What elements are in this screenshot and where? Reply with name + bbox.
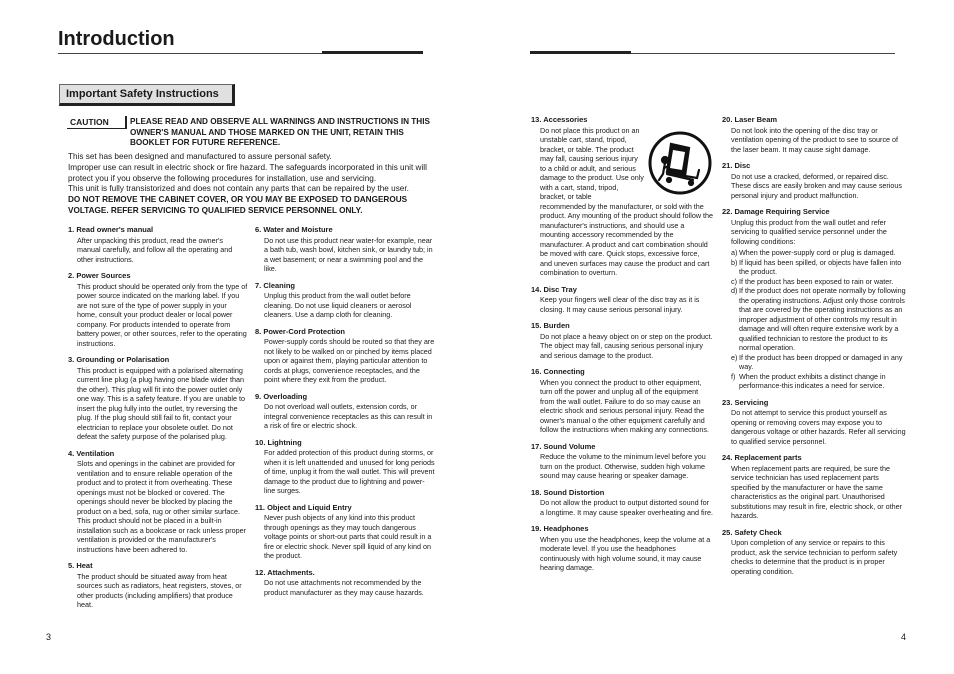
list-marker: a) <box>731 248 738 257</box>
safety-item-13 <box>531 115 713 278</box>
safety-item-11 <box>255 503 435 561</box>
item-text: Keep your fingers well clear of the disc tray as it is closing. It may cause serious personal injury. <box>540 295 700 314</box>
list-marker: f) <box>731 371 736 381</box>
safety-item-18 <box>531 488 713 518</box>
safety-item-21 <box>722 161 908 200</box>
item-heading: 16. Connecting <box>531 367 585 376</box>
page-title: Introduction <box>58 28 175 50</box>
list-marker: e) <box>731 352 738 362</box>
list-item <box>731 353 908 372</box>
item-text: Do not place a heavy object on or step on the product. The object may fall, causing serious personal injury and serious damage to the product. <box>540 331 713 360</box>
list-item <box>731 258 908 277</box>
safety-item-24 <box>722 453 908 521</box>
safety-item-2 <box>68 271 248 348</box>
item-text: When replacement parts are required, be sure the service technician has used replacement parts specified by the manufacturer or have the same characteristics as the original part. Unauthorised substitutions may result in fire, electric shock, or other hazards. <box>731 463 902 520</box>
item-heading: 24. Replacement parts <box>722 453 802 462</box>
item-text: Upon completion of any service or repairs to this product, ask the service technician to perform safety checks to determine that the product is in proper operating condition. <box>731 538 898 576</box>
column-2 <box>255 225 435 604</box>
item-heading: 19. Headphones <box>531 524 589 533</box>
item-heading: 15. Burden <box>531 321 570 330</box>
safety-item-16 <box>531 367 713 435</box>
list-marker: c) <box>731 276 737 286</box>
intro-line: This set has been designed and manufactured to assure personal safety. <box>68 152 332 161</box>
item-text: Power-supply cords should be routed so that they are not likely to be walked on or pinched by items placed upon or against them, playing particular attention to cords at plugs, convenience receptacles, and the point where they exit from the product. <box>264 337 435 384</box>
item-text: This product is equipped with a polarised alternating current line plug (a plug having one blade wider than the other). This plug will fit into the power outlet only one way. This is a safety feature. If you are unable to insert the plug fully into the outlet, try reversing the plug. If the plug should still fail to fit, contact your electrician to replace your obsolete outlet. Do not defeat the safety purpose of the polarised plug. <box>77 365 245 441</box>
item-text: Never push objects of any kind into this product through openings as they may touch dangerous voltage points or short-out parts that could result in a fire or electric shock. Never spill liquid of any kind on the product. <box>264 513 432 560</box>
cart-tip-over-warning-icon <box>647 130 713 196</box>
list-item <box>731 286 908 353</box>
item-text: Do not overload wall outlets, extension cords, or integral convenience receptacles as this can result in a risk of fire or electric shock. <box>264 402 433 430</box>
safety-item-25 <box>722 528 908 577</box>
safety-item-4 <box>68 449 248 555</box>
list-item <box>731 248 908 258</box>
item-heading: 12. Attachments. <box>255 567 315 577</box>
item-heading: 3. Grounding or Polarisation <box>68 355 170 364</box>
item-heading: 17. Sound Volume <box>531 441 596 451</box>
item-heading: 4. Ventilation <box>68 448 115 458</box>
safety-item-23 <box>722 398 908 447</box>
item-heading: 25. Safety Check <box>722 527 782 537</box>
list-text: If liquid has been spilled, or objects have fallen into the product. <box>739 257 902 276</box>
item-text: Unplug this product from the wall outlet and refer servicing to qualified service personnel under the following conditions: <box>731 217 887 246</box>
item-text-continued: recommended by the manufacturer, or sold with the product. Any mounting of the product should follow the manufacturer's instructions, and should use a mounting accessory recommended by the manufacturer. A product and cart combination should be moved with care. Quick stops, excessive force, and uneven surfaces may cause the product and cart combination to overturn. <box>540 201 714 277</box>
page-number-right: 4 <box>901 632 907 642</box>
safety-item-17 <box>531 442 713 481</box>
safety-item-5 <box>68 561 248 610</box>
header-rule-accent-left <box>322 51 423 54</box>
caution-label: CAUTION <box>67 116 127 129</box>
item-text: After unpacking this product, read the owner's manual carefully, and follow all the operating and other instructions. <box>77 235 233 264</box>
item-text: Do not use a cracked, deformed, or repaired disc. These discs are easily broken and may cause serious personal injury and product malfunction. <box>731 171 902 200</box>
item-heading: 22. Damage Requiring Service <box>722 207 830 216</box>
item-text: For added protection of this product during storms, or when it is left unattended and unused for long periods of time, unplug it from the wall outlet. This will prevent damage to the product due to lightning and power-line surges. <box>264 448 435 495</box>
item-text: Slots and openings in the cabinet are provided for ventilation and to ensure reliable operation of the product and to protect it from overheating. These openings must not be blocked or covered. The openings should never be blocked by placing the product on a bed, sofa, rug or other similar surface. This product should not be placed in a built-in installation such as a bookcase or rack unless proper ventilation is provided or the manufacturer's instructions have been adhered to. <box>77 459 246 554</box>
safety-item-12 <box>255 568 435 598</box>
item-text: Do not allow the product to output distorted sound for a longtime. It may cause speaker overheating and fire. <box>540 498 713 517</box>
item-heading: 8. Power-Cord Protection <box>255 326 346 336</box>
item-text: Unplug this product from the wall outlet before cleaning. Do not use liquid cleaners or aerosol cleaners. Use a damp cloth for cleaning. <box>264 291 412 319</box>
item-heading: 23. Servicing <box>722 397 769 407</box>
item-heading: 14. Disc Tray <box>531 284 577 294</box>
safety-item-15 <box>531 321 713 360</box>
caution-text: PLEASE READ AND OBSERVE ALL WARNINGS AND INSTRUCTIONS IN THIS OWNER'S MANUAL AND THOSE MARKED ON THE UNIT, RETAIN THIS BOOKLET FOR FUTURE REFERENCE. <box>130 117 430 148</box>
list-item <box>731 277 908 287</box>
column-1 <box>68 225 248 617</box>
item-heading: 2. Power Sources <box>68 271 131 280</box>
item-text: This product should be operated only from the type of power source indicated on the marking label. If you are not sure of the type of power supply in your home, consult your product dealer or local power company. For products intended to operate from battery power, or other sources, refer to the operating instructions. <box>77 281 248 348</box>
safety-item-1 <box>68 225 248 264</box>
intro-line: Improper use can result in electric shock or fire hazard. The safeguards incorporated in this unit will protect you if you observe the following procedures for installation, use and servicing. <box>68 162 427 183</box>
item-heading: 21. Disc <box>722 161 751 170</box>
item-heading: 13. Accessories <box>531 115 588 124</box>
list-text: When the power-supply cord or plug is damaged. <box>739 248 896 257</box>
item-heading: 7. Cleaning <box>255 280 296 290</box>
list-text: If the product has been dropped or damaged in any way. <box>739 352 903 371</box>
page-number-left: 3 <box>46 632 52 642</box>
item-text: Do not attempt to service this product yourself as opening or removing covers may expose you to dangerous voltage or other hazards. Refer all servicing to qualified service personnel. <box>731 408 906 446</box>
safety-item-3 <box>68 355 248 442</box>
item-text: When you connect the product to other equipment, turn off the power and unplug all of the equipment from the wall outlet. Failure to do so may cause an electric shock and serious personal injury. Read the owner's manual o the other equipment carefully and follow the instructions when making any connections. <box>540 377 709 434</box>
safety-item-20 <box>722 115 908 154</box>
item-heading: 18. Sound Distortion <box>531 487 605 497</box>
safety-item-8 <box>255 327 435 385</box>
item-heading: 10. Lightning <box>255 437 302 447</box>
condition-list <box>731 248 908 391</box>
item-heading: 9. Overloading <box>255 391 308 401</box>
intro-line: This unit is fully transistorized and does not contain any parts that can be repaired by the user. <box>68 184 409 194</box>
item-heading: 6. Water and Moisture <box>255 225 333 234</box>
safety-item-6 <box>255 225 435 274</box>
list-text: If the product does not operate normally by following the operating instructions. Adjust only those controls that are covered by the operating instructions as an improper adjustment of other controls my result in damage and will often require extensive work by a qualified technician to restore the product to its normal operation. <box>739 286 906 352</box>
list-marker: b) <box>731 257 738 267</box>
list-text: If the product has been exposed to rain or water. <box>739 276 894 286</box>
item-heading: 5. Heat <box>68 561 93 570</box>
item-heading: 11. Object and Liquid Entry <box>255 502 352 512</box>
safety-item-9 <box>255 392 435 431</box>
item-text: Do not look into the opening of the disc tray or ventilation opening of the product to see to source of the laser beam. It may cause sight damage. <box>731 125 899 154</box>
list-item <box>731 372 908 391</box>
column-4 <box>722 115 908 583</box>
intro-text <box>68 152 428 217</box>
safety-item-14 <box>531 285 713 315</box>
column-3 <box>531 115 713 580</box>
list-marker: d) <box>731 286 738 295</box>
item-text: The product should be situated away from heat sources such as radiators, heat registers, stoves, or other products (including amplifiers) that produce heat. <box>77 571 242 609</box>
item-text: When you use the headphones, keep the volume at a moderate level. If you use the headphones continuously with high volume sound, it may cause hearing damage. <box>540 534 711 572</box>
header-rule-accent-right <box>530 51 631 54</box>
section-title: Important Safety Instructions <box>59 84 235 106</box>
item-heading: 20. Laser Beam <box>722 115 778 124</box>
item-text: Reduce the volume to the minimum level before you turn on the product. Otherwise, sudden high volume sound may cause hearing or speaker damage. <box>540 452 706 480</box>
item-text: Do not use this product near water-for example, near a bath tub, wash bowl, kitchen sink, or laundry tub; in a wet basement; or near a swimming pool and the like. <box>264 235 433 273</box>
safety-item-19 <box>531 524 713 573</box>
list-text: When the product exhibits a distinct change in performance-this indicates a need for service. <box>739 371 886 390</box>
intro-warning: DO NOT REMOVE THE CABINET COVER, OR YOU MAY BE EXPOSED TO DANGEROUS VOLTAGE. REFER SERVICING TO QUALIFIED SERVICE PERSONNEL ONLY. <box>68 195 408 215</box>
item-heading: 1. Read owner's manual <box>68 225 154 234</box>
safety-item-7 <box>255 281 435 320</box>
item-text-wrapped: Do not place this product on an unstable cart, stand, tripod, bracket, or table. The product may fall, causing serious injury to a child or adult, and serious damage to the product. Use only with a cart, stand, tripod, bracket, or table <box>540 125 644 201</box>
safety-item-22 <box>722 207 908 391</box>
item-text: Do not use attachments not recommended by the product manufacturer as they may cause hazards. <box>264 578 424 597</box>
safety-item-10 <box>255 438 435 496</box>
item-text <box>540 126 713 278</box>
